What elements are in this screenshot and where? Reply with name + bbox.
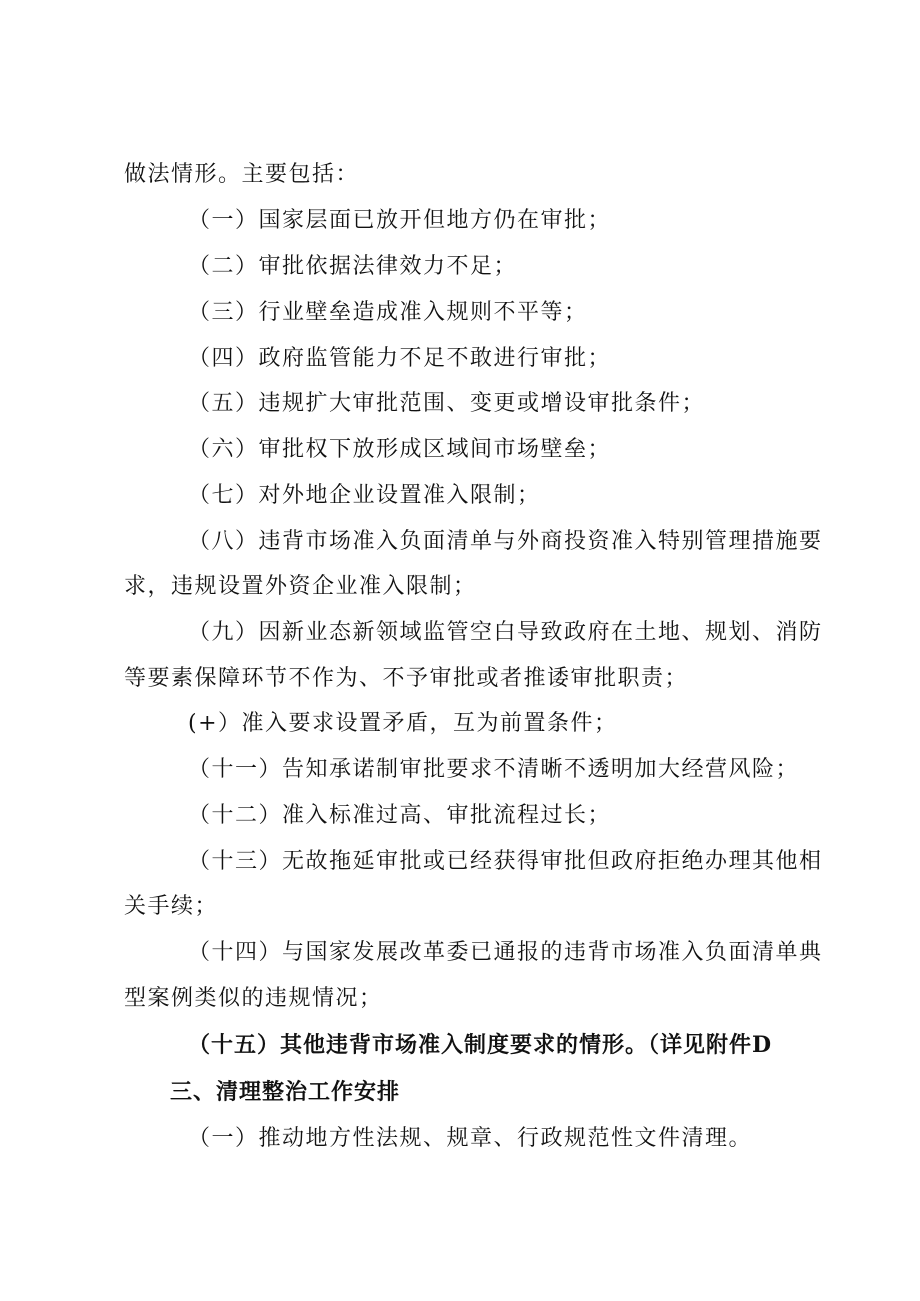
text-line: 求，违规设置外资企业准入限制； (124, 574, 477, 599)
list-item: （十一）告知承诺制审批要求不清晰不透明加大经营风险； (188, 757, 800, 782)
list-item: （八）违背市场准入负面清单与外商投资准入特别管理措施要 (188, 529, 823, 554)
text-line: 型案例类似的违规情况； (124, 986, 383, 1011)
list-item: （一）推动地方性法规、规章、行政规范性文件清理。 (188, 1126, 753, 1151)
list-item: （二）审批依据法律效力不足； (188, 254, 518, 279)
list-item: （十三）无故拖延审批或已经获得审批但政府拒绝办理其他相 (188, 849, 823, 874)
list-item: （十四）与国家发展改革委已通报的违背市场准入负面清单典 (188, 940, 823, 965)
list-item: （五）违规扩大审批范围、变更或增设审批条件； (188, 391, 706, 416)
list-item: （一）国家层面已放开但地方仍在审批； (188, 208, 612, 233)
list-item: （七）对外地企业设置准入限制； (188, 483, 541, 508)
section-heading: 三、清理整治工作安排 (170, 1079, 401, 1105)
list-item: (+）准入要求设置矛盾，互为前置条件； (188, 711, 618, 736)
text-line: 等要素保障环节不作为、不予审批或者推诿审批职责； (124, 666, 689, 691)
text-line: 关手续； (124, 894, 219, 919)
list-item-bold: （十五）其他违背市场准入制度要求的情形。（详见附件D (188, 1032, 773, 1058)
text-line: 做法情形。主要包括： (124, 162, 360, 187)
list-item: （十二）准入标准过高、审批流程过长； (188, 803, 612, 828)
list-item: （六）审批权下放形成区域间市场壁垒； (188, 437, 612, 462)
list-item: （三）行业壁垒造成准入规则不平等； (188, 300, 588, 325)
list-item: （九）因新业态新领域监管空白导致政府在土地、规划、消防 (188, 620, 823, 645)
list-item: （四）政府监管能力不足不敢进行审批； (188, 346, 612, 371)
